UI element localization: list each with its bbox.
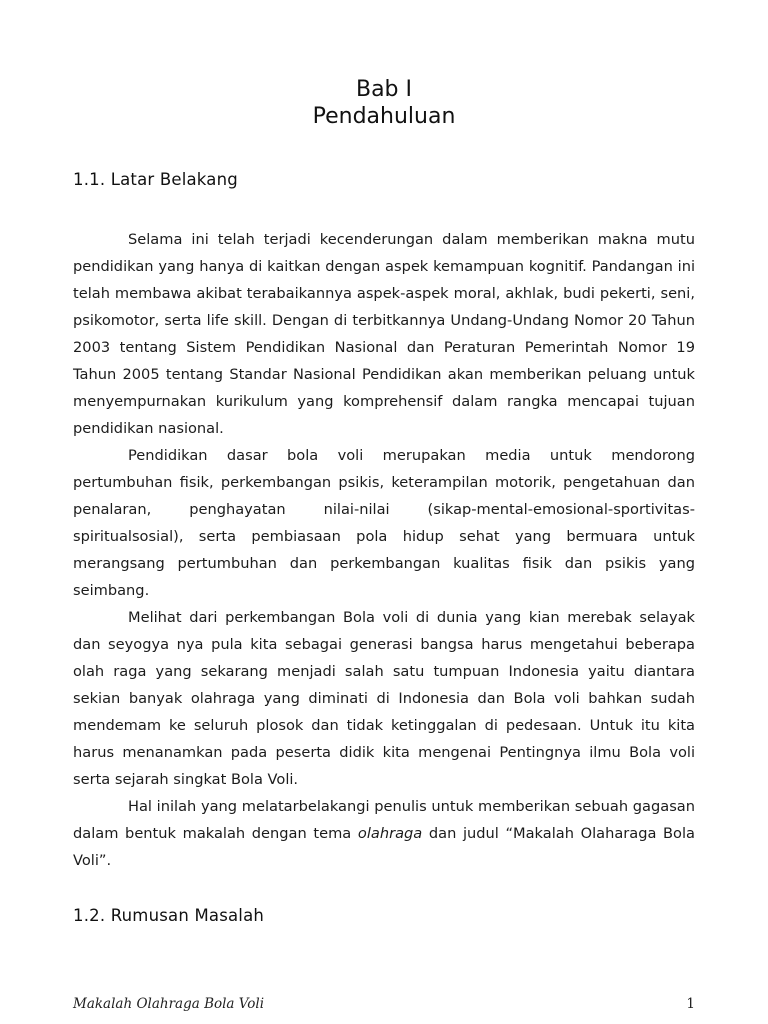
- section-body: [73, 226, 695, 874]
- section-heading-latar-belakang: 1.1. Latar Belakang: [73, 170, 238, 189]
- paragraph-4: [73, 793, 695, 874]
- chapter-title: Pendahuluan: [312, 104, 456, 129]
- paragraph-3: Melihat dari perkembangan Bola voli di dunia yang kian merebak selayak dan seyogya nya pula kita sebagai generasi bangsa harus mengetahui beberapa olah raga yang sekarang menjadi salah satu tumpuan Indonesia yaitu diantara sekian banyak olahraga yang diminati di Indonesia dan Bola voli bahkan sudah mendemam ke seluruh plosok dan tidak ketinggalan di pedesaan. Untuk itu kita harus menanamkan pada peserta didik kita mengenai Pentingnya ilmu Bola voli serta sejarah singkat Bola Voli.: [73, 609, 695, 788]
- paragraph-4-text-a: Hal inilah yang melatarbelakangi penulis untuk memberikan sebuah gagasan dalam bentuk makalah dengan tema: [73, 798, 695, 842]
- paragraph-4-text-b: dan judul “Makalah Olaharaga Bola Voli”.: [73, 825, 695, 869]
- page-number: 1: [686, 996, 695, 1012]
- footer-title: Makalah Olahraga Bola Voli: [73, 996, 265, 1012]
- paragraph-2: Pendidikan dasar bola voli merupakan media untuk mendorong pertumbuhan fisik, perkembangan psikis, keterampilan motorik, pengetahuan dan penalaran, penghayatan nilai-nilai (sikap-mental-emosional-sportivitas-spiritualsosial), serta pembiasaan pola hidup sehat yang bermuara untuk merangsang pertumbuhan dan perkembangan kualitas fisik dan psikis yang seimbang.: [73, 447, 695, 599]
- paragraph-1: Selama ini telah terjadi kecenderungan dalam memberikan makna mutu pendidikan yang hanya di kaitkan dengan aspek kemampuan kognitif. Pandangan ini telah membawa akibat terabaikannya aspek-aspek moral, akhlak, budi pekerti, seni, psikomotor, serta life skill. Dengan di terbitkannya Undang-Undang Nomor 20 Tahun 2003 tentang Sistem Pendidikan Nasional dan Peraturan Pemerintah Nomor 19 Tahun 2005 tentang Standar Nasional Pendidikan akan memberikan peluang untuk menyempurnakan kurikulum yang komprehensif dalam rangka mencapai tujuan pendidikan nasional.: [73, 231, 695, 437]
- paragraph-4-italic: olahraga: [357, 825, 423, 842]
- section-heading-rumusan-masalah: 1.2. Rumusan Masalah: [73, 906, 265, 925]
- chapter-label: Bab I: [355, 77, 413, 102]
